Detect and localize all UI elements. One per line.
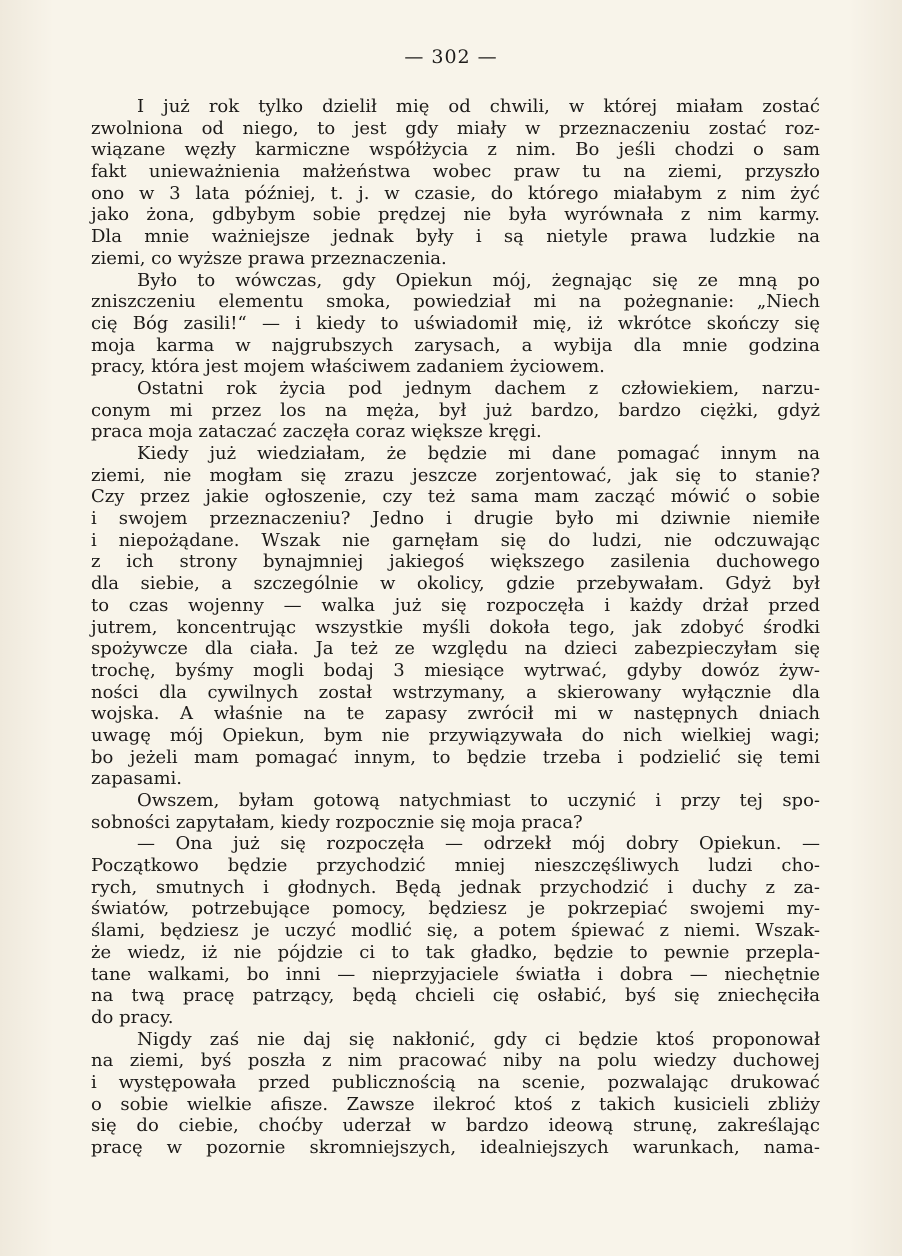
page-number: — 302 —	[404, 46, 498, 68]
paragraph	[91, 378, 820, 443]
text-line: i występowała przed publicznością na scenie, pozwalając drukować	[91, 1071, 820, 1093]
text-line: do pracy.	[91, 1006, 174, 1028]
text-line: trochę, byśmy mogli bodaj 3 miesiące wytrwać, gdyby dowóz żyw-	[91, 659, 820, 681]
text-line: spożywcze dla ciała. Ja też ze względu na dzieci zabezpieczyłam się	[91, 638, 820, 660]
text-line: Ostatni rok życia pod jednym dachem z człowiekiem, narzu-	[137, 377, 820, 399]
text-line: Owszem, byłam gotową natychmiast to uczynić i przy tej spo-	[137, 790, 820, 811]
text-line: pracę w pozornie skromniejszych, idealniejszych warunkach, nama-	[91, 1137, 820, 1158]
text-line: tane walkami, bo inni — nieprzyjaciele światła i dobra — niechętnie	[91, 963, 820, 985]
text-line: się do ciebie, choćby uderzał w bardzo ideową strunę, zakreślając	[91, 1115, 820, 1137]
text-line: wiązane węzły karmiczne współżycia z nim. Bo jeśli chodzi o sam	[91, 139, 820, 161]
text-line: pracy, która jest mojem właściwem zadaniem życiowem.	[91, 356, 605, 378]
text-line: zapasami.	[91, 768, 182, 790]
text-line: wojska. A właśnie na te zapasy zwrócił mi w następnych dniach	[91, 703, 820, 725]
text-line: Czy przez jakie ogłoszenie, czy też sama mam zacząć mówić o sobie	[91, 486, 820, 508]
text-line: dla siebie, a szczególnie w okolicy, gdzie przebywałam. Gdyż był	[91, 573, 820, 595]
text-line: moja karma w najgrubszych zarysach, a wybija dla mnie godzina	[91, 334, 820, 356]
text-line: ziemi, co wyższe prawa przeznaczenia.	[91, 247, 447, 269]
text-line: że wiedz, iż nie pójdzie ci to tak gładko, będzie to pewnie przepla-	[91, 941, 820, 963]
text-line: praca moja zataczać zaczęła coraz większe kręgi.	[91, 421, 542, 443]
text-line: bo jeżeli mam pomagać innym, to będzie trzeba i podzielić się temi	[91, 746, 820, 768]
text-line: z ich strony bynajmniej jakiegoś większego zasilenia duchowego	[91, 551, 820, 573]
text-line: zwolniona od niego, to jest gdy miały w przeznaczeniu zostać roz-	[91, 117, 820, 139]
text-line: Było to wówczas, gdy Opiekun mój, żegnając się ze mną po	[137, 269, 820, 291]
text-line: — Ona już się rozpoczęła — odrzekł mój dobry Opiekun. —	[137, 833, 820, 855]
text-line: conym mi przez los na męża, był już bardzo, bardzo ciężki, gdyż	[91, 399, 820, 421]
text-line: jako żona, gdbybym sobie prędzej nie była wyrównała z nim karmy.	[91, 204, 820, 226]
paragraph	[91, 833, 820, 1028]
text-line: ności dla cywilnych został wstrzymany, a skierowany wyłącznie dla	[91, 681, 820, 703]
text-line: Kiedy już wiedziałam, że będzie mi dane pomagać innym na	[137, 443, 820, 464]
text-line: światów, potrzebujące pomocy, będziesz je pokrzepiać swojemi my-	[91, 898, 820, 920]
text-line: Nigdy zaś nie daj się nakłonić, gdy ci będzie ktoś proponował	[137, 1028, 820, 1050]
text-line: ślami, będziesz je uczyć modlić się, a potem śpiewać z niemi. Wszak-	[91, 920, 820, 942]
text-line: i niepożądane. Wszak nie garnęłam się do ludzi, nie odczuwając	[91, 529, 820, 551]
text-line: uwagę mój Opiekun, bym nie przywiązywała do nich wielkiej wagi;	[91, 724, 820, 746]
text-line: Dla mnie ważniejsze jednak były i są nietyle prawa ludzkie na	[91, 226, 820, 248]
text-line: zniszczeniu elementu smoka, powiedział mi na pożegnanie: „Niech	[91, 291, 820, 313]
text-line: o sobie wielkie afisze. Zawsze ilekroć ktoś z takich kusicieli zbliży	[91, 1093, 820, 1115]
text-line: rych, smutnych i głodnych. Będą jednak przychodzić i duchy z za-	[91, 876, 820, 898]
paragraph	[91, 1029, 820, 1159]
text-line: i swojem przeznaczeniu? Jedno i drugie było mi dziwnie niemiłe	[91, 508, 820, 530]
text-line: na twą pracę patrzący, będą chcieli cię osłabić, byś się zniechęciła	[91, 985, 820, 1007]
text-line: to czas wojenny — walka już się rozpoczęła i każdy drżał przed	[91, 594, 820, 616]
text-line: Początkowo będzie przychodzić mniej nieszczęśliwych ludzi cho-	[91, 855, 820, 877]
text-line: ziemi, nie mogłam się zrazu jeszcze zorjentować, jak się to stanie?	[91, 464, 820, 486]
paragraph	[91, 443, 820, 790]
paragraph	[91, 270, 820, 378]
text-line: na ziemi, byś poszła z nim pracować niby na polu wiedzy duchowej	[91, 1050, 820, 1072]
text-line: I już rok tylko dzielił mię od chwili, w której miałam zostać	[137, 96, 820, 117]
body-text	[91, 96, 820, 1159]
text-line: cię Bóg zasili!“ — i kiedy to uświadomił mię, iż wkrótce skończy się	[91, 312, 820, 334]
text-line: jutrem, koncentrując wszystkie myśli dokoła tego, jak zdobyć środki	[91, 616, 820, 638]
paragraph	[91, 96, 820, 270]
paragraph	[91, 790, 820, 833]
text-line: sobności zapytałam, kiedy rozpocznie się moja praca?	[91, 811, 583, 833]
text-line: fakt unieważnienia małżeństwa wobec praw tu na ziemi, przyszło	[91, 161, 820, 183]
text-line: ono w 3 lata później, t. j. w czasie, do którego miałabym z nim żyć	[91, 182, 820, 204]
